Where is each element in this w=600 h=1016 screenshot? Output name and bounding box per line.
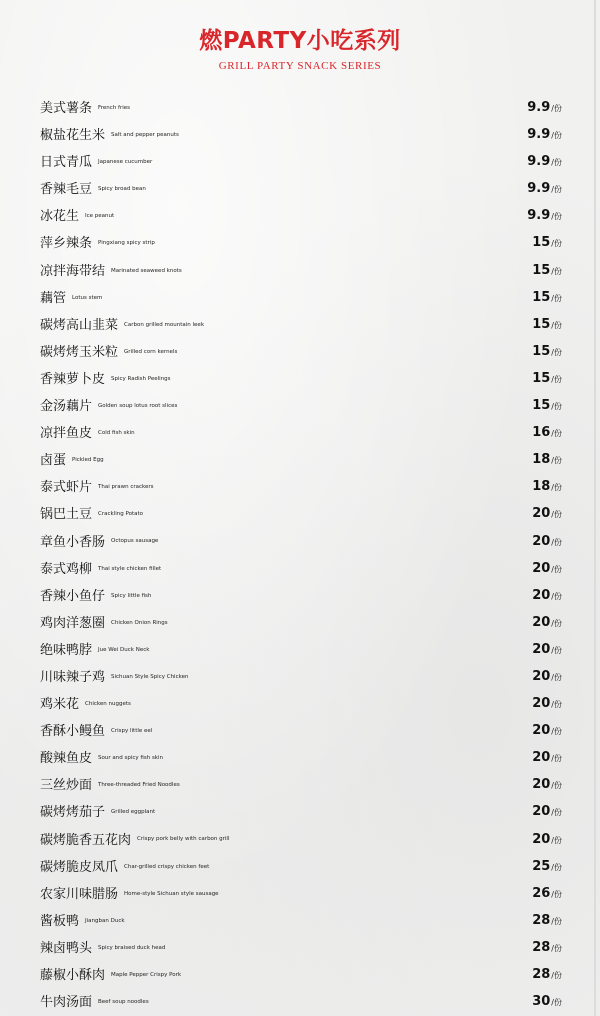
menu-item-english-name: Crispy little eel xyxy=(111,728,153,735)
menu-item-english-name: Crispy pork belly with carbon grill xyxy=(137,836,230,843)
menu-item xyxy=(40,826,568,853)
menu-item-english-name: Cold fish skin xyxy=(98,430,135,437)
menu-item-price xyxy=(527,175,562,203)
menu-item-price-unit: /份 xyxy=(551,537,562,547)
menu-item-english-name: Spicy Radish Peelings xyxy=(111,375,171,382)
menu-item-price xyxy=(527,94,562,122)
menu-item-price-unit: /份 xyxy=(551,510,562,520)
menu-item-price xyxy=(532,880,562,908)
menu-item-price xyxy=(532,988,562,1016)
page-subtitle: GRILL PARTY SNACK SERIES xyxy=(218,60,382,72)
menu-item xyxy=(40,284,568,311)
menu-item xyxy=(40,988,568,1015)
menu-item-price-unit: /份 xyxy=(551,266,562,276)
menu-item xyxy=(40,771,568,798)
menu-item-english-name: Golden soup lotus root slices xyxy=(98,402,178,409)
menu-item xyxy=(40,609,568,636)
menu-item-price-unit: /份 xyxy=(551,754,562,764)
menu-item-english-name: Jue Wei Duck Neck xyxy=(98,646,150,653)
menu-item-price xyxy=(532,500,562,528)
menu-item-english-name: Pingxiang spicy strip xyxy=(98,240,155,247)
menu-item-name: 鸡肉洋葱圈 xyxy=(40,615,106,631)
menu-item-price-unit: /份 xyxy=(551,158,562,168)
menu-item-price xyxy=(532,771,562,799)
menu-item-name: 碳烤高山韭菜 xyxy=(40,317,119,333)
menu-item-price-unit: /份 xyxy=(551,347,562,357)
menu-item-price xyxy=(532,257,562,285)
menu-item-name: 牛肉汤面 xyxy=(40,995,93,1011)
menu-item-price xyxy=(532,229,562,257)
menu-item-price-value: 15 xyxy=(532,262,551,278)
menu-item xyxy=(40,582,568,609)
menu-item xyxy=(40,121,568,148)
menu-item xyxy=(40,690,568,717)
menu-item-price-unit: /份 xyxy=(551,293,562,303)
menu-item-price xyxy=(527,148,562,176)
menu-item-english-name: Japanese cucumber xyxy=(98,159,153,166)
menu-item-price-value: 18 xyxy=(532,479,551,495)
menu-item-price-value: 18 xyxy=(532,452,551,468)
menu-item-price xyxy=(532,555,562,583)
menu-item-english-name: Three-threaded Fried Noodles xyxy=(98,782,180,789)
menu-item-price xyxy=(532,907,562,935)
menu-item-price xyxy=(532,690,562,718)
menu-item-english-name: Lotus stem xyxy=(72,294,103,301)
menu-item-price-value: 20 xyxy=(532,668,551,684)
menu-item-price xyxy=(527,121,562,149)
menu-item-price-value: 20 xyxy=(532,614,551,630)
menu-item-price xyxy=(532,528,562,556)
menu-item-name: 日式青瓜 xyxy=(40,155,93,171)
menu-item-price-unit: /份 xyxy=(551,781,562,791)
menu-item-name: 卤蛋 xyxy=(40,453,67,469)
menu-item-english-name: Octopus sausage xyxy=(111,538,159,545)
menu-item-name: 美式薯条 xyxy=(40,100,93,116)
menu-item-name: 凉拌海带结 xyxy=(40,263,106,279)
menu-item-price-value: 26 xyxy=(532,885,551,901)
menu-item-price xyxy=(532,609,562,637)
menu-item-price-unit: /份 xyxy=(551,943,562,953)
menu-item-name: 碳烤脆香五花肉 xyxy=(40,832,132,848)
menu-item xyxy=(40,961,568,988)
menu-item-price xyxy=(532,744,562,772)
menu-item-english-name: Maple Pepper Crispy Pork xyxy=(111,971,182,978)
menu-item-name: 冰花生 xyxy=(40,209,80,225)
menu-item-name: 农家川味腊肠 xyxy=(40,886,119,902)
menu-item-price xyxy=(532,826,562,854)
page-title: 燃PARTY小吃系列 xyxy=(199,28,401,54)
menu-item-price xyxy=(532,582,562,610)
menu-item xyxy=(40,338,568,365)
menu-list xyxy=(40,94,568,1015)
menu-item-price-unit: /份 xyxy=(551,672,562,682)
menu-item-name: 泰式鸡柳 xyxy=(40,561,93,577)
menu-item-price-value: 20 xyxy=(532,804,551,820)
menu-item-name: 辣卤鸭头 xyxy=(40,940,93,956)
menu-item-english-name: Sichuan Style Spicy Chicken xyxy=(111,673,189,680)
menu-item-price-value: 15 xyxy=(532,289,551,305)
menu-item xyxy=(40,555,568,582)
menu-item-price-value: 20 xyxy=(532,641,551,657)
menu-item-name: 章鱼小香肠 xyxy=(40,534,106,550)
menu-item-price-unit: /份 xyxy=(551,320,562,330)
menu-item-price xyxy=(532,311,562,339)
menu-item xyxy=(40,500,568,527)
menu-item-price xyxy=(532,934,562,962)
menu-item-name: 碳烤脆皮凤爪 xyxy=(40,859,119,875)
menu-item-price-unit: /份 xyxy=(551,862,562,872)
menu-item xyxy=(40,311,568,338)
menu-item-price xyxy=(532,392,562,420)
menu-item xyxy=(40,94,568,121)
menu-item-name: 香辣毛豆 xyxy=(40,182,93,198)
menu-item-price-value: 15 xyxy=(532,316,551,332)
menu-item xyxy=(40,636,568,663)
menu-item-english-name: Salt and pepper peanuts xyxy=(111,132,179,139)
menu-item-name: 碳烤烤玉米粒 xyxy=(40,344,119,360)
menu-item-name: 椒盐花生米 xyxy=(40,128,106,144)
menu-item-english-name: Marinated seaweed knots xyxy=(111,267,182,274)
menu-item-price-unit: /份 xyxy=(551,835,562,845)
menu-item-price-unit: /份 xyxy=(551,185,562,195)
menu-item-price xyxy=(532,473,562,501)
menu-item xyxy=(40,473,568,500)
menu-item-price-value: 9.9 xyxy=(527,181,551,197)
menu-item-price xyxy=(532,284,562,312)
menu-item-price xyxy=(532,636,562,664)
menu-item-price-value: 30 xyxy=(532,994,551,1010)
menu-item-price-value: 20 xyxy=(532,750,551,766)
menu-item-price-unit: /份 xyxy=(551,645,562,655)
menu-item-name: 川味辣子鸡 xyxy=(40,669,106,685)
menu-item-name: 香辣小鱼仔 xyxy=(40,588,106,604)
menu-item-english-name: Thai prawn crackers xyxy=(98,484,154,491)
menu-item-price-value: 20 xyxy=(532,777,551,793)
menu-item-price xyxy=(532,853,562,881)
menu-item-name: 酱板鸭 xyxy=(40,913,80,929)
menu-item-english-name: Spicy little fish xyxy=(111,592,152,599)
menu-item-price-value: 9.9 xyxy=(527,100,551,115)
menu-item-english-name: Grilled eggplant xyxy=(111,809,156,816)
menu-item-price-value: 9.9 xyxy=(527,154,551,170)
menu-item-english-name: Chicken Onion Rings xyxy=(111,619,168,626)
menu-item-english-name: Ice peanut xyxy=(85,213,115,220)
menu-item xyxy=(40,365,568,392)
menu-item-price xyxy=(532,961,562,989)
menu-item-english-name: Carbon grilled mountain leek xyxy=(124,321,205,328)
menu-item-english-name: Beef soup noodles xyxy=(98,999,149,1006)
menu-item-price-unit: /份 xyxy=(551,808,562,818)
menu-item xyxy=(40,528,568,555)
menu-item xyxy=(40,907,568,934)
menu-item-price xyxy=(532,717,562,745)
menu-item-price xyxy=(532,663,562,691)
menu-item-english-name: Spicy braised duck head xyxy=(98,944,166,951)
menu-item xyxy=(40,717,568,744)
menu-item-price-value: 20 xyxy=(532,560,551,576)
menu-item-price xyxy=(532,365,562,393)
menu-item-price-unit: /份 xyxy=(551,591,562,601)
menu-item-price-unit: /份 xyxy=(551,429,562,439)
menu-item-price-value: 28 xyxy=(532,939,551,955)
menu-item-price-unit: /份 xyxy=(551,483,562,493)
menu-item-name: 三丝炒面 xyxy=(40,778,93,794)
menu-item-price-value: 15 xyxy=(532,235,551,251)
menu-item-price-value: 15 xyxy=(532,343,551,359)
menu-item-price-unit: /份 xyxy=(551,971,562,980)
menu-item-price-unit: /份 xyxy=(551,402,562,412)
menu-item-price-value: 15 xyxy=(532,370,551,386)
menu-item-name: 碳烤烤茄子 xyxy=(40,805,106,821)
menu-item-name: 香辣萝卜皮 xyxy=(40,371,106,387)
menu-item xyxy=(40,229,568,256)
menu-item-name: 藕管 xyxy=(40,290,67,306)
menu-item xyxy=(40,446,568,473)
menu-item-price-unit: /份 xyxy=(551,374,562,384)
menu-item-english-name: Char-grilled crispy chicken feet xyxy=(124,863,210,870)
menu-item-price-unit: /份 xyxy=(551,700,562,710)
menu-item-price xyxy=(532,338,562,366)
menu-item-english-name: Spicy broad bean xyxy=(98,186,146,193)
menu-item-name: 萍乡辣条 xyxy=(40,236,93,252)
menu-item-english-name: Pickled Egg xyxy=(72,457,104,464)
menu-item xyxy=(40,392,568,419)
menu-item-name: 凉拌鱼皮 xyxy=(40,426,93,442)
menu-item-price-value: 9.9 xyxy=(527,208,551,224)
menu-item-price-unit: /份 xyxy=(551,131,562,141)
menu-item-price-value: 9.9 xyxy=(527,127,551,143)
menu-item xyxy=(40,934,568,961)
menu-item-english-name: Crackling Potato xyxy=(98,511,144,518)
menu-item-english-name: Chicken nuggets xyxy=(85,701,131,708)
menu-item-price-value: 20 xyxy=(532,696,551,712)
menu-item-price-unit: /份 xyxy=(551,104,562,113)
menu-item-price-value: 16 xyxy=(532,425,551,441)
menu-item-price-unit: /份 xyxy=(551,456,562,466)
menu-item xyxy=(40,798,568,825)
menu-item-name: 绝味鸭脖 xyxy=(40,642,93,658)
menu-item-english-name: Sour and spicy fish skin xyxy=(98,755,164,762)
menu-item xyxy=(40,663,568,690)
menu-item-price-value: 25 xyxy=(532,858,551,874)
menu-item-name: 香酥小鳗鱼 xyxy=(40,724,106,740)
menu-item-name: 锅巴土豆 xyxy=(40,507,93,523)
menu-item-price-unit: /份 xyxy=(551,727,562,737)
menu-item xyxy=(40,744,568,771)
menu-item xyxy=(40,175,568,202)
menu-item-name: 金汤藕片 xyxy=(40,398,93,414)
menu-item-price-value: 28 xyxy=(532,967,551,982)
menu-item-price-unit: /份 xyxy=(551,564,562,574)
menu-item-price-unit: /份 xyxy=(551,998,562,1008)
menu-item-price-unit: /份 xyxy=(551,239,562,249)
menu-item-price-value: 20 xyxy=(532,506,551,522)
menu-item-name: 藤椒小酥肉 xyxy=(40,967,106,983)
menu-item-name: 泰式虾片 xyxy=(40,480,93,496)
menu-item xyxy=(40,853,568,880)
menu-item xyxy=(40,880,568,907)
menu-item-price-value: 20 xyxy=(532,831,551,847)
menu-item-price-value: 28 xyxy=(532,912,551,928)
menu-item-price xyxy=(532,446,562,474)
menu-item-name: 鸡米花 xyxy=(40,697,80,713)
menu-item xyxy=(40,202,568,229)
menu-item-price-value: 15 xyxy=(532,398,551,414)
menu-item-price-value: 20 xyxy=(532,587,551,603)
page-edge-divider xyxy=(594,0,596,1016)
menu-item-price-value: 20 xyxy=(532,533,551,549)
menu-item-price-unit: /份 xyxy=(551,212,562,222)
menu-item-price xyxy=(527,202,562,230)
menu-item-price-unit: /份 xyxy=(551,618,562,628)
menu-item-english-name: Home-style Sichuan style sausage xyxy=(124,890,219,897)
menu-item-price-unit: /份 xyxy=(551,916,562,926)
menu-item-price xyxy=(532,419,562,447)
menu-item-english-name: Jiangban Duck xyxy=(85,917,125,924)
menu-item xyxy=(40,419,568,446)
menu-item xyxy=(40,257,568,284)
menu-item-english-name: Grilled corn kernels xyxy=(124,348,178,355)
menu-item xyxy=(40,148,568,175)
menu-item-price xyxy=(532,798,562,826)
menu-item-price-unit: /份 xyxy=(551,889,562,899)
menu-item-name: 酸辣鱼皮 xyxy=(40,751,93,767)
menu-item-english-name: French fries xyxy=(98,104,131,111)
menu-item-english-name: Thai style chicken fillet xyxy=(98,565,162,572)
menu-item-price-value: 20 xyxy=(532,723,551,739)
